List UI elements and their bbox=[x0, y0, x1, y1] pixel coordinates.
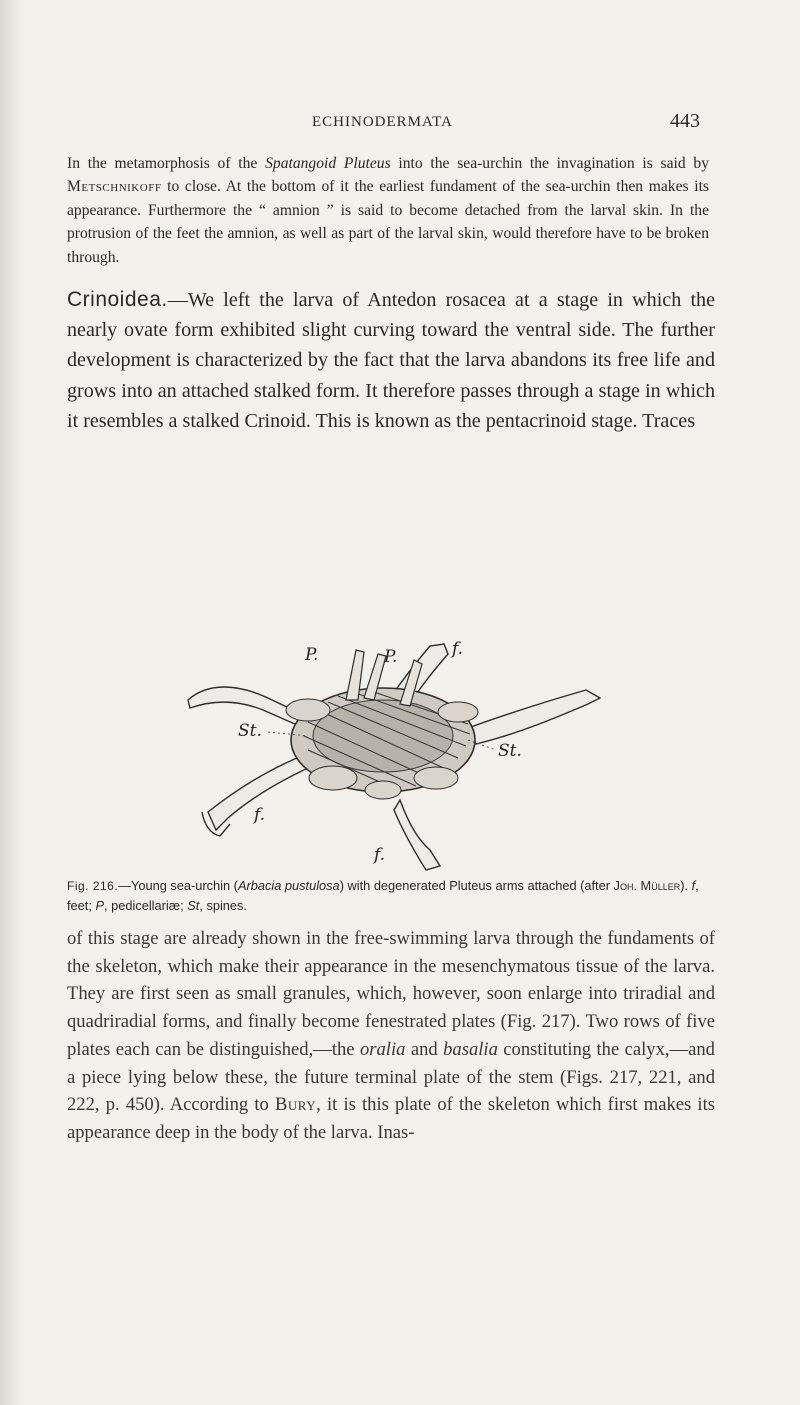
author-muller: Joh. Müller bbox=[613, 878, 681, 893]
label-p-right: P. bbox=[384, 647, 398, 667]
author-metschnikoff: Metschnikoff bbox=[67, 178, 162, 196]
paragraph-crinoidea: Crinoidea.—We left the larva of Antedon rosacea at a stage in which the nearly ovate form exhibited slight curving toward the ventral side. The further development is characterized by the fact that the larva abandons its free life and grows into an attached stalked form. It therefore passes through a stage in which it resembles a stalked Crinoid. This is known as the pentacrinoid stage. Traces bbox=[67, 288, 715, 432]
sea-urchin-drawing bbox=[168, 640, 618, 872]
label-st-left: St. bbox=[238, 721, 262, 741]
label-f-left: f. bbox=[254, 805, 266, 825]
term-spatangoid-pluteus: Spatangoid Pluteus bbox=[265, 155, 391, 172]
page-number: 443 bbox=[670, 110, 700, 132]
page-gutter-shadow bbox=[0, 0, 22, 1405]
urchin-body bbox=[286, 650, 478, 799]
figure-number: Fig. 216. bbox=[67, 879, 119, 893]
label-f-top: f. bbox=[452, 640, 464, 659]
term-oralia: oralia bbox=[359, 1038, 406, 1060]
label-st-right: St. bbox=[498, 741, 522, 761]
paragraph-spatangoid: In the metamorphosis of the Spatangoid Pluteus into the sea-urchin the invagination is said by Metschnikoff to close. At the bottom of it the earliest fundament of the sea-urchin then makes its appearance. Furthermore the “ amnion ” is said to become detached from the larval skin. In the protrusion of the feet the amnion, as well as part of the larval skin, would therefore have to be broken through. bbox=[67, 155, 709, 266]
label-f-bottom: f. bbox=[374, 845, 386, 865]
term-basalia: basalia bbox=[443, 1038, 498, 1060]
figure-caption: Fig. 216.—Young sea-urchin (Arbacia pustulosa) with degenerated Pluteus arms attached (after Joh. Müller). f, feet; P, pedicellariæ; St, spines. bbox=[67, 878, 699, 913]
paragraph-skeleton: of this stage are already shown in the free-swimming larva through the fundaments of the skeleton, which make their appearance in the mesenchymatous tissue of the larva. They are first seen as small granules, which, however, soon enlarge into triradial and quadriradial forms, and finally become fenestrated plates (Fig. 217). Two rows of five plates each can be distinguished,—the oralia and basalia constituting the calyx,—and a piece lying below these, the future terminal plate of the stem (Figs. 217, 221, and 222, p. 450). According to Bury, it is this plate of the skeleton which first makes its appearance deep in the body of the larva. Inas- bbox=[67, 928, 715, 1143]
page-header bbox=[0, 110, 800, 138]
species-name: Arbacia pustulosa bbox=[237, 878, 340, 893]
running-title: ECHINODERMATA bbox=[312, 114, 453, 130]
section-heading-crinoidea: Crinoidea. bbox=[67, 288, 168, 311]
author-bury: Bury bbox=[274, 1094, 317, 1116]
label-p-left: P. bbox=[305, 645, 319, 665]
